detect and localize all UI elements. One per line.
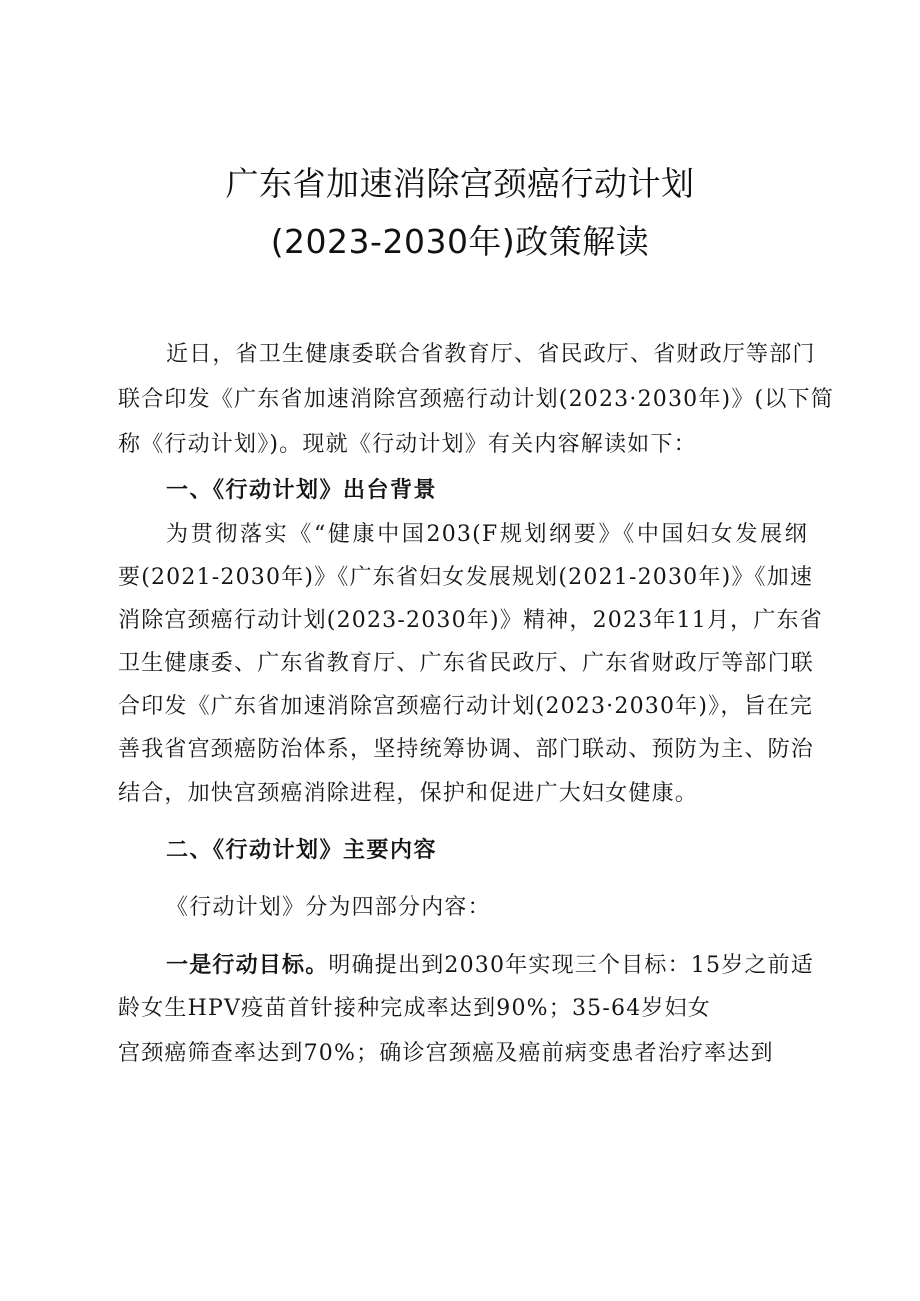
section-1-line-2: 要(2021-2030年)》《广东省妇女发展规划(2021-2030年)》《加速 — [118, 565, 814, 590]
intro-line-3: 称《行动计划》)。现就《行动计划》有关内容解读如下： — [118, 432, 697, 457]
goal-label: 一是行动目标。 — [166, 953, 329, 978]
section-1-line-7: 结合，加快宫颈癌消除进程，保护和促进广大妇女健康。 — [118, 781, 699, 806]
section-1-line-4: 卫生健康委、广东省教育厅、广东省民政厅、广东省财政厅等部门联 — [118, 651, 815, 676]
section-1-line-3: 消除宫颈癌行动计划(2023-2030年)》精神，2023年11月，广东省 — [118, 608, 823, 633]
section-1-line-1: 为贯彻落实《“健康中国203(F规划纲要》《中国妇女发展纲 — [166, 522, 808, 547]
section-1-heading: 一、《行动计划》出台背景 — [166, 478, 438, 503]
document-title-line-1: 广东省加速消除宫颈癌行动计划 — [225, 164, 695, 203]
intro-line-1: 近日，省卫生健康委联合省教育厅、省民政厅、省财政厅等部门 — [166, 342, 816, 367]
document-title-line-2: (2023-2030年)政策解读 — [270, 222, 650, 261]
goal-line-3: 宫颈癌筛查率达到70%；确诊宫颈癌及癌前病变患者治疗率达到 — [118, 1041, 774, 1066]
section-1-line-5: 合印发《广东省加速消除宫颈癌行动计划(2023·2030年)》，旨在完 — [118, 694, 814, 719]
goal-line-1 — [166, 951, 814, 981]
section-2-heading: 二、《行动计划》主要内容 — [166, 838, 438, 863]
intro-line-2: 联合印发《广东省加速消除宫颈癌行动计划(2023·2030年)》(以下简 — [118, 387, 834, 412]
section-2-intro: 《行动计划》分为四部分内容： — [166, 895, 491, 920]
goal-line-1-text: 明确提出到2030年实现三个目标：15岁之前适 — [328, 953, 814, 978]
section-1-line-6: 善我省宫颈癌防治体系，坚持统筹协调、部门联动、预防为主、防治 — [118, 737, 815, 762]
goal-line-2: 龄女生HPV疫苗首针接种完成率达到90%；35-64岁妇女 — [118, 996, 711, 1021]
